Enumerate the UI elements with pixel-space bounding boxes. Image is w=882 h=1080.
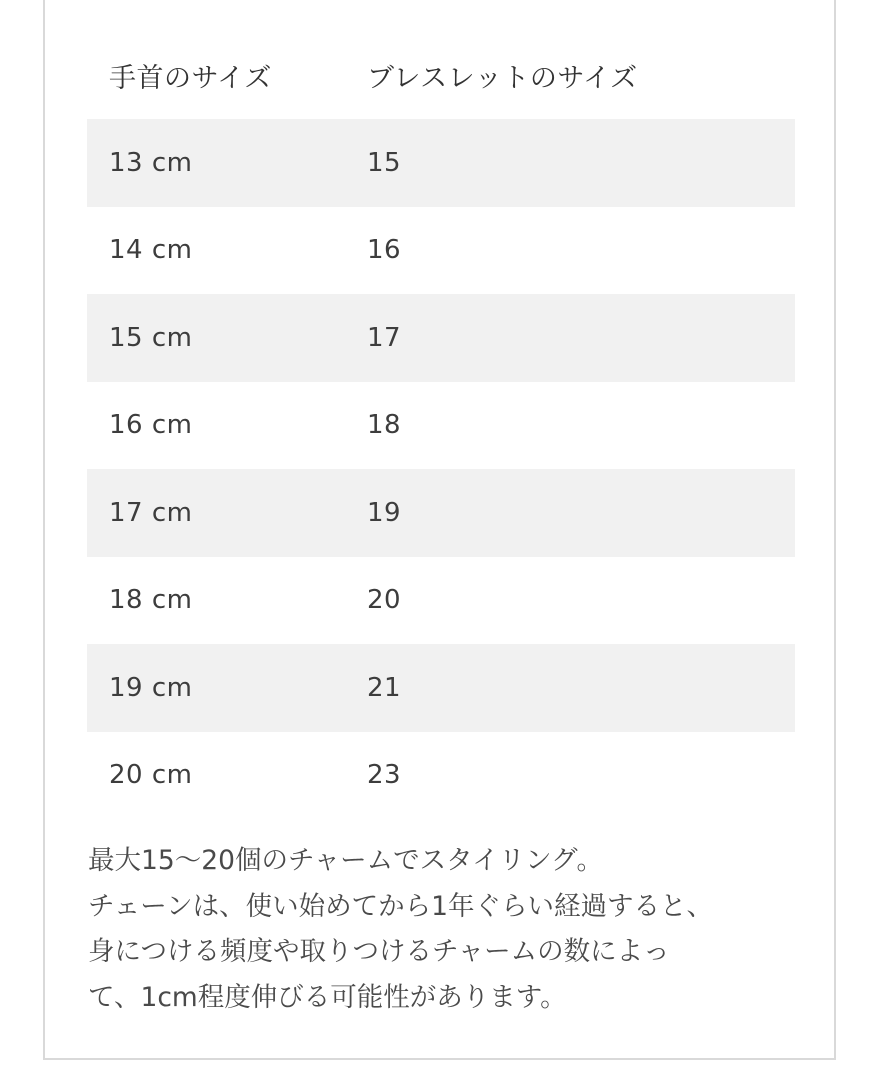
wrist-size-cell: 20 cm <box>109 760 193 791</box>
table-header-row <box>87 32 795 119</box>
bracelet-size-cell: 17 <box>367 322 402 353</box>
bracelet-size-cell: 21 <box>367 672 402 703</box>
wrist-size-cell: 19 cm <box>109 672 193 703</box>
wrist-size-cell: 16 cm <box>109 410 193 441</box>
table-row <box>87 294 795 382</box>
bracelet-size-cell: 19 <box>367 497 402 528</box>
header-wrist-size: 手首のサイズ <box>109 63 272 94</box>
bracelet-size-cell: 23 <box>367 760 402 791</box>
styling-note <box>88 838 808 1020</box>
wrist-size-cell: 14 cm <box>109 235 193 266</box>
bracelet-size-cell: 18 <box>367 410 402 441</box>
wrist-size-cell: 15 cm <box>109 322 193 353</box>
note-line: チェーンは、使い始めてから1年ぐらい経過すると、 <box>88 890 714 922</box>
note-line: て、1cm程度伸びる可能性があります。 <box>88 981 567 1013</box>
table-row <box>87 644 795 732</box>
wrist-size-cell: 13 cm <box>109 147 193 178</box>
wrist-size-cell: 17 cm <box>109 497 193 528</box>
bracelet-size-cell: 16 <box>367 235 402 266</box>
table-row <box>87 119 795 207</box>
bracelet-size-cell: 15 <box>367 147 402 178</box>
note-line: 最大15〜20個のチャームでスタイリング。 <box>88 845 604 876</box>
table-row <box>87 732 795 820</box>
table-row <box>87 469 795 557</box>
header-bracelet-size: ブレスレットのサイズ <box>367 63 638 94</box>
table-row <box>87 557 795 645</box>
note-line: 身につける頻度や取りつけるチャームの数によっ <box>88 936 670 967</box>
size-table <box>87 32 795 819</box>
bracelet-size-cell: 20 <box>367 585 402 616</box>
table-row <box>87 207 795 295</box>
wrist-size-cell: 18 cm <box>109 585 193 616</box>
table-row <box>87 382 795 470</box>
